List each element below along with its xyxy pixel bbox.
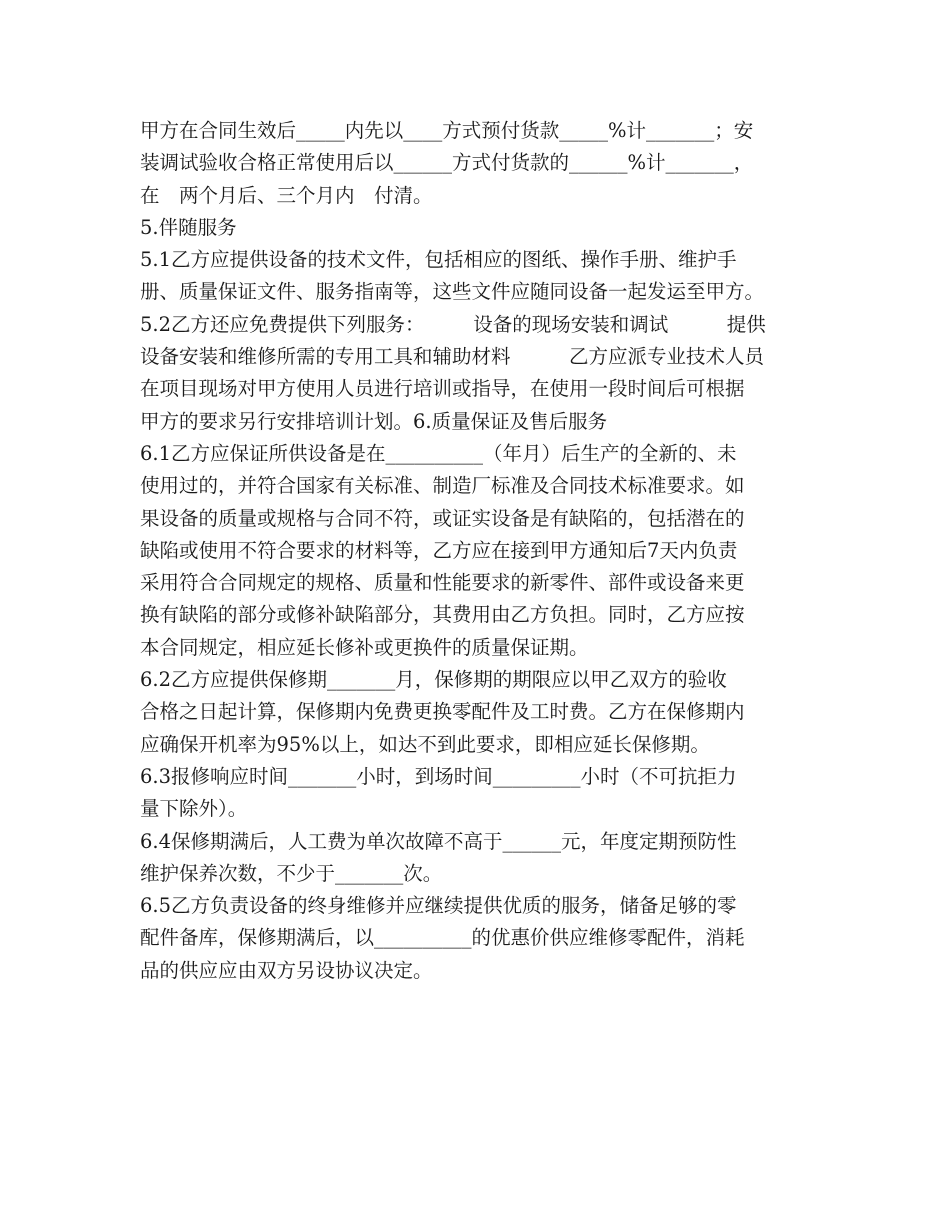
text-line: 5.1乙方应提供设备的技术文件，包括相应的图纸、操作手册、维护手 xyxy=(140,248,737,272)
text-line: 册、质量保证文件、服务指南等，这些文件应随同设备一起发运至甲方。 xyxy=(140,280,765,304)
text-line: 缺陷或使用不符合要求的材料等，乙方应在接到甲方通知后7天内负责 xyxy=(140,538,738,562)
text-line: 6.2乙方应提供保修期_______月，保修期的期限应以甲乙双方的验收 xyxy=(140,668,727,692)
text-line: 配件备库，保修期满后，以__________的优惠价供应维修零配件，消耗 xyxy=(140,926,745,950)
text-line: 甲方在合同生效后_____内先以____方式预付货款_____%计_______；安 xyxy=(140,119,754,142)
text-line: 维护保养次数，不少于_______次。 xyxy=(140,861,443,885)
text-line: 在 两个月后、三个月内 付清。 xyxy=(140,183,433,207)
text-line: 6.3报修响应时间_______小时，到场时间_________小时（不可抗拒力 xyxy=(140,764,737,788)
text-line: 6.4保修期满后，人工费为单次故障不高于______元，年度定期预防性 xyxy=(140,829,737,853)
contract-text-body xyxy=(140,115,820,987)
text-line: 设备安装和维修所需的专用工具和辅助材料 乙方应派专业技术人员 xyxy=(140,345,765,369)
text-line: 品的供应应由双方另设协议决定。 xyxy=(140,958,433,982)
text-line: 甲方的要求另行安排培训计划。6.质量保证及售后服务 xyxy=(140,409,608,433)
text-line: 装调试验收合格正常使用后以______方式付货款的______%计_______， xyxy=(140,151,754,175)
section-heading: 5.伴随服务 xyxy=(140,215,237,239)
text-line: 6.1乙方应保证所供设备是在__________（年月）后生产的全新的、未 xyxy=(140,441,737,465)
text-line: 应确保开机率为95%以上，如达不到此要求，即相应延长保修期。 xyxy=(140,732,710,756)
text-line: 本合同规定，相应延长修补或更换件的质量保证期。 xyxy=(140,635,589,659)
text-line: 6.5乙方负责设备的终身维修并应继续提供优质的服务，储备足够的零 xyxy=(140,894,737,918)
text-line: 合格之日起计算，保修期内免费更换零配件及工时费。乙方在保修期内 xyxy=(140,700,745,724)
text-line: 果设备的质量或规格与合同不符，或证实设备是有缺陷的，包括潜在的 xyxy=(140,506,745,530)
text-line: 5.2乙方还应免费提供下列服务： 设备的现场安装和调试 提供 xyxy=(140,312,766,336)
text-line: 换有缺陷的部分或修补缺陷部分，其费用由乙方负担。同时，乙方应按 xyxy=(140,603,745,627)
text-line: 使用过的，并符合国家有关标准、制造厂标准及合同技术标准要求。如 xyxy=(140,474,745,498)
text-line: 量下除外）。 xyxy=(140,797,248,821)
text-line: 采用符合合同规定的规格、质量和性能要求的新零件、部件或设备来更 xyxy=(140,571,745,595)
text-line: 在项目现场对甲方使用人员进行培训或指导，在使用一段时间后可根据 xyxy=(140,377,745,401)
